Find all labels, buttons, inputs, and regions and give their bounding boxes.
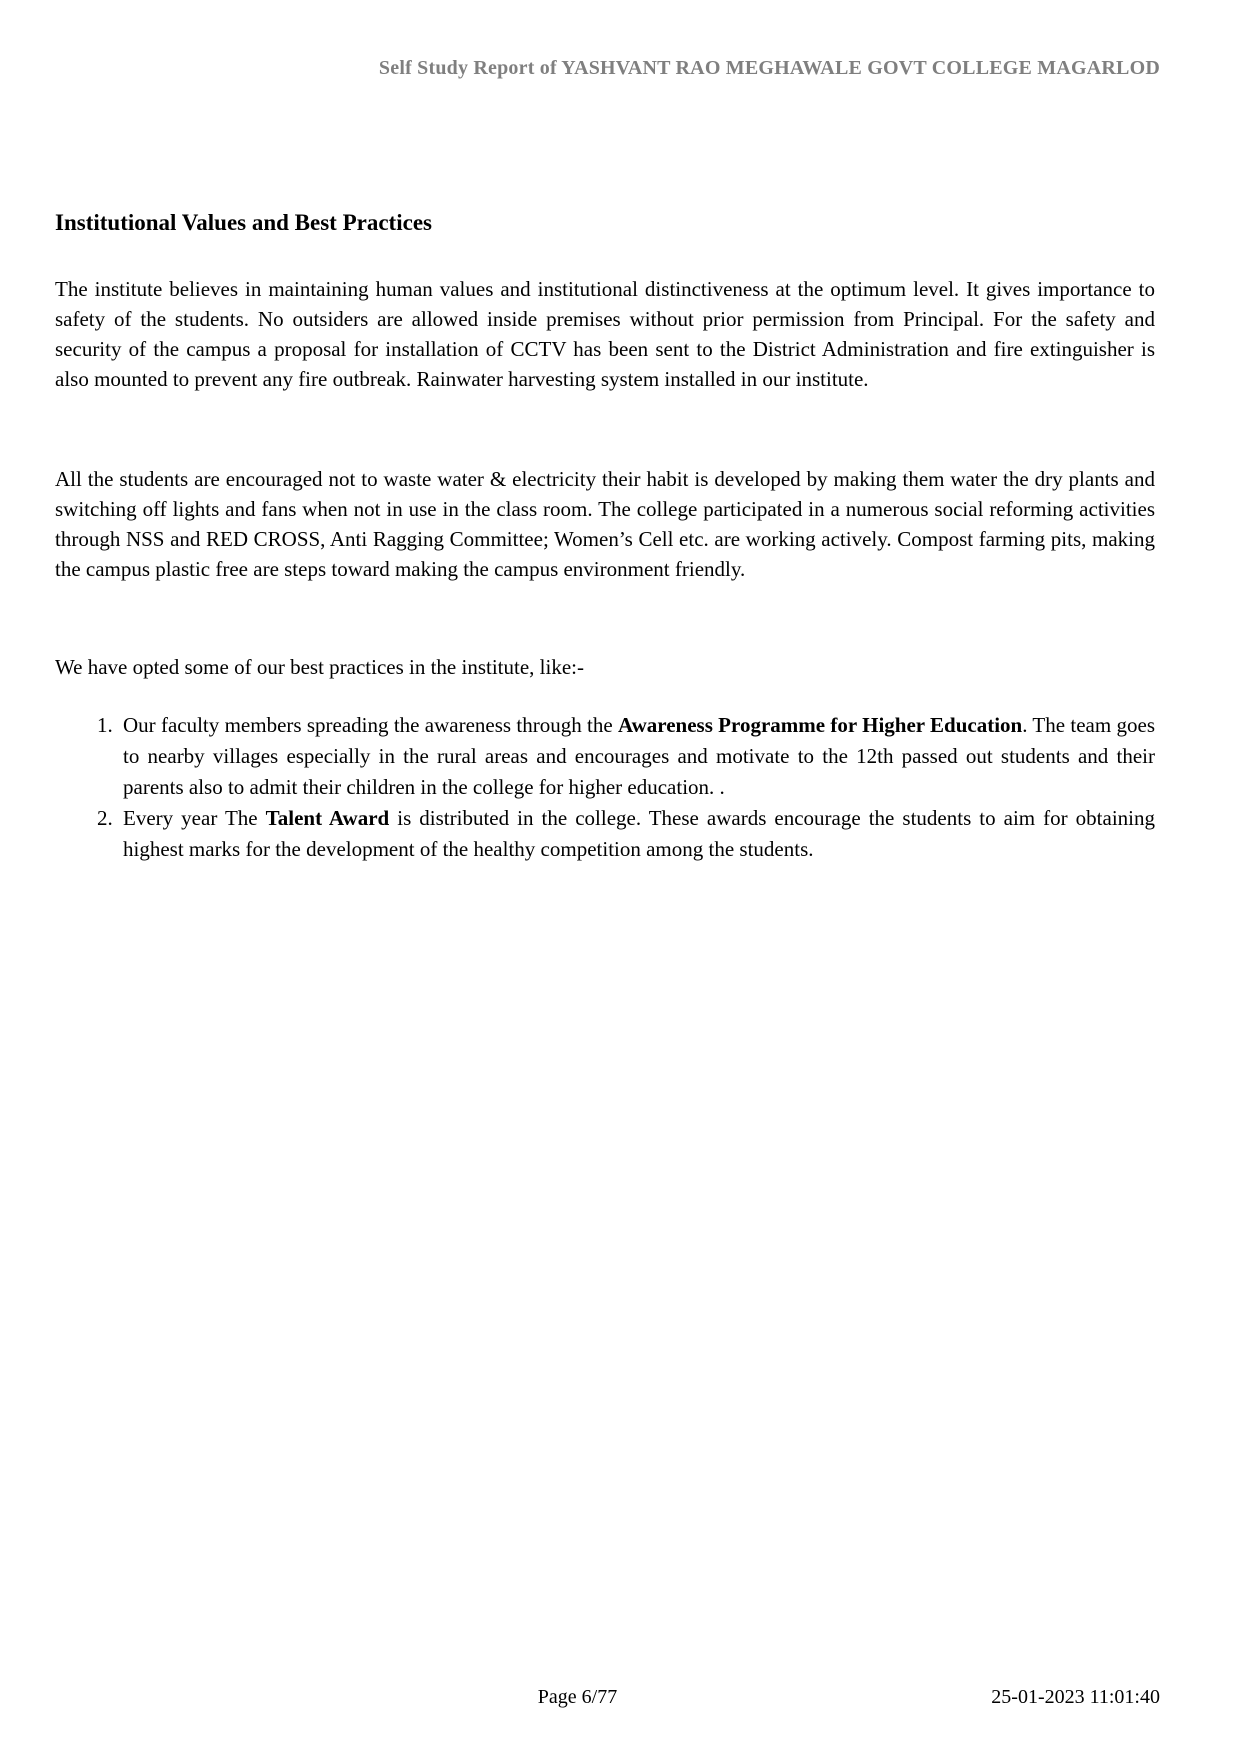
list-item-text: Our faculty members spreading the awareness through the Awareness Programme for Higher Education. The team goes to nearby villages especially in the rural areas and encourages and motivate to the 12th passed out students and their parents also to admit their children in the college for higher education. . xyxy=(123,713,1156,799)
list-item-marker: 2. xyxy=(97,806,113,830)
page-number: Page 6/77 xyxy=(537,1686,618,1708)
section-heading: Institutional Values and Best Practices xyxy=(55,210,432,235)
paragraph-institutional-values: The institute believes in maintaining human values and institutional distinctiveness at the optimum level. It gives importance to safety of the students. No outsiders are allowed inside premises without prior permission from Principal. For the safety and security of the campus a proposal for installation of CCTV has been sent to the District Administration and fire extinguisher is also mounted to prevent any fire outbreak. Rainwater harvesting system installed in our institute. xyxy=(55,277,1155,391)
paragraph-best-practices-intro: We have opted some of our best practices in the institute, like:- xyxy=(55,655,584,679)
running-header: Self Study Report of YASHVANT RAO MEGHAWALE GOVT COLLEGE MAGARLOD xyxy=(378,57,1160,79)
timestamp: 25-01-2023 11:01:40 xyxy=(991,1686,1160,1708)
list-item-marker: 1. xyxy=(97,713,113,737)
list-item xyxy=(55,803,1155,865)
list-item xyxy=(55,710,1155,803)
list-item-text: Every year The Talent Award is distributed in the college. These awards encourage the students to aim for obtaining highest marks for the development of the healthy competition among the students. xyxy=(123,806,1156,861)
numbered-list xyxy=(55,710,1155,865)
paragraph-student-practices: All the students are encouraged not to waste water & electricity their habit is developed by making them water the dry plants and switching off lights and fans when not in use in the class room. The college participated in a numerous social reforming activities through NSS and RED CROSS, Anti Ragging Committee; Women’s Cell etc. are working actively. Compost farming pits, making the campus plastic free are steps toward making the campus environment friendly. xyxy=(55,467,1155,581)
page-footer xyxy=(55,1686,1160,1709)
